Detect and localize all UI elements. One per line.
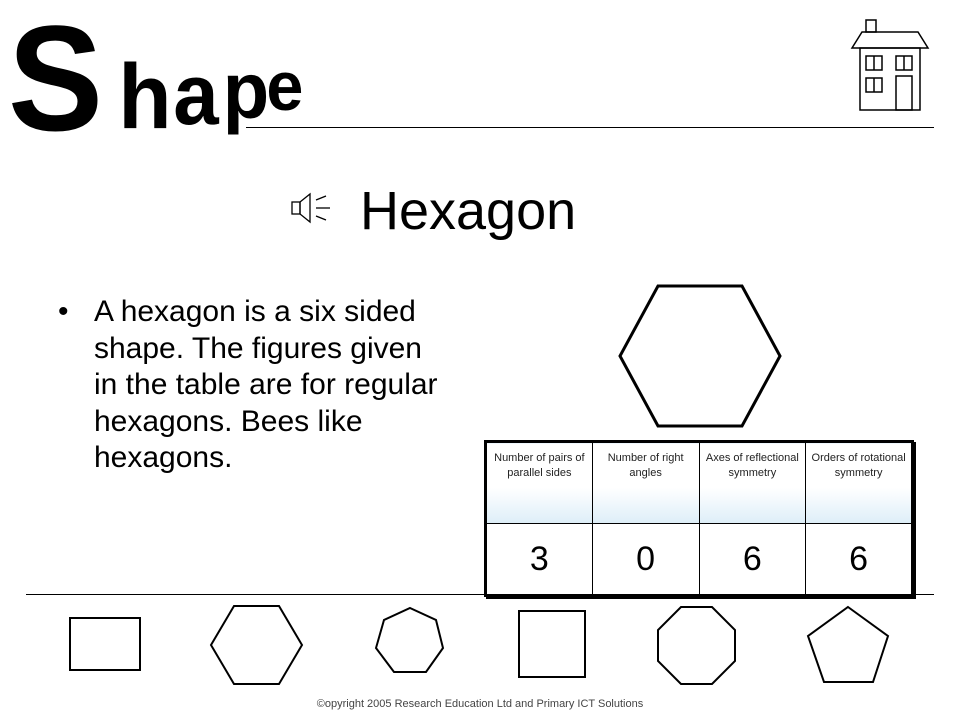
value-parallel-sides: 3	[486, 524, 593, 596]
header-divider	[246, 127, 934, 128]
bullet-marker: •	[58, 295, 69, 328]
house-icon[interactable]	[848, 18, 932, 114]
table-values-row	[486, 524, 913, 596]
table-header-row	[486, 442, 913, 524]
logo-letter-e: e	[266, 47, 304, 126]
hexagon-icon[interactable]	[211, 606, 302, 684]
octagon-icon[interactable]	[658, 607, 735, 684]
speaker-icon[interactable]	[290, 192, 332, 224]
header-right-angles: Number of right angles	[592, 442, 699, 524]
hexagon-properties-table	[484, 440, 914, 597]
logo-letter-s: S	[8, 0, 104, 150]
pentagon-icon[interactable]	[808, 607, 888, 682]
hexagon-illustration	[616, 282, 784, 430]
logo-letter-h: h	[118, 45, 172, 149]
hexagon-description: A hexagon is a six sided shape. The figures given in the table are for regular hexagons. Bees like hexagons.	[94, 295, 438, 475]
slide-title: Hexagon	[360, 181, 577, 241]
rectangle-icon[interactable]	[70, 618, 140, 670]
copyright-notice: ©opyright 2005 Research Education Ltd and Primary ICT Solutions	[316, 698, 644, 710]
logo-letter-p: p	[222, 45, 270, 136]
header-reflectional-symmetry: Axes of reflectional symmetry	[699, 442, 806, 524]
value-reflectional-symmetry: 6	[699, 524, 806, 596]
value-right-angles: 0	[592, 524, 699, 596]
square-icon[interactable]	[519, 611, 585, 677]
header-rotational-symmetry: Orders of rotational symmetry	[806, 442, 913, 524]
shape-navigation	[60, 602, 900, 690]
value-rotational-symmetry: 6	[806, 524, 913, 596]
heptagon-icon[interactable]	[376, 608, 443, 672]
logo-letter-a: a	[173, 46, 219, 143]
header-parallel-sides: Number of pairs of parallel sides	[486, 442, 593, 524]
